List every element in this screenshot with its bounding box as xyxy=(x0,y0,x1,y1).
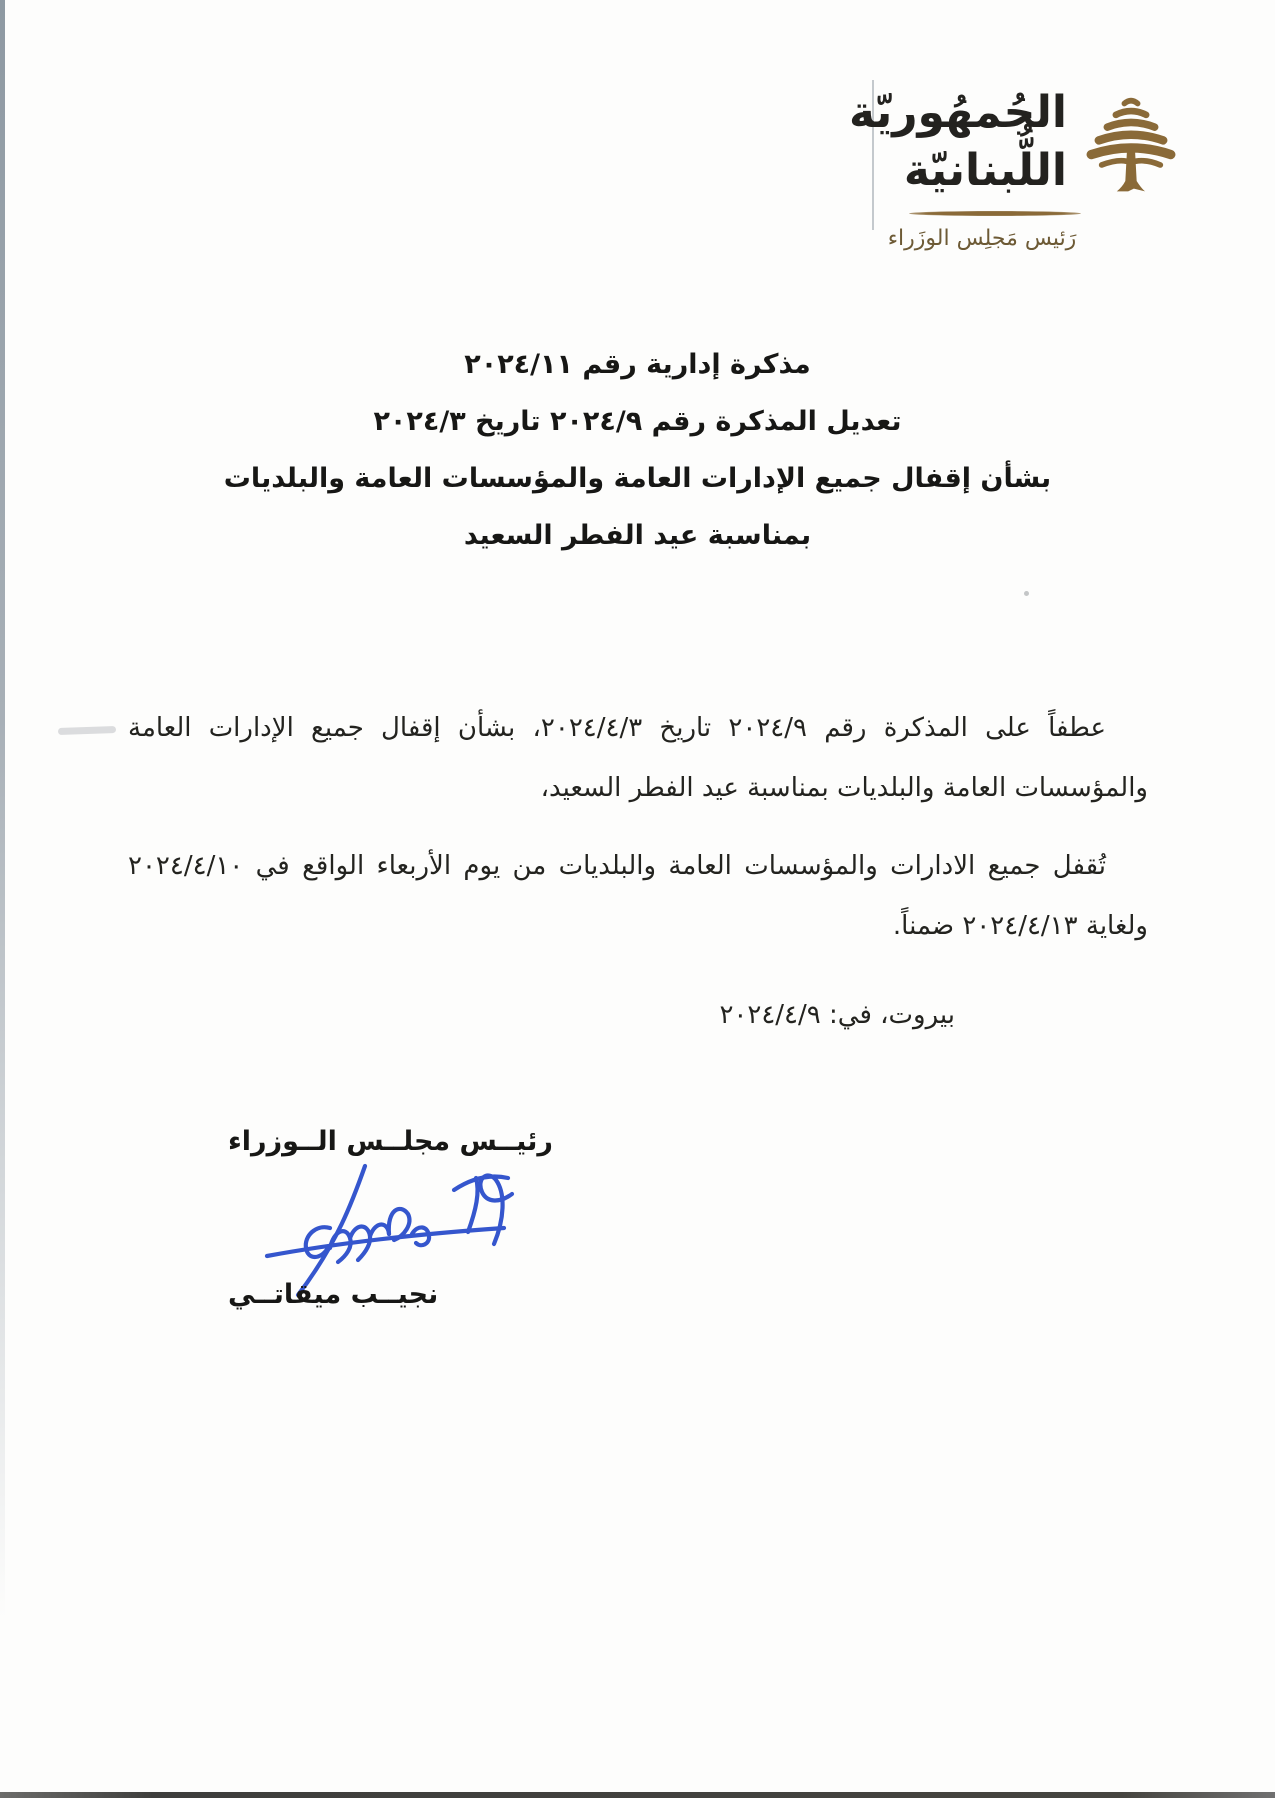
scan-artifact-smudge xyxy=(58,726,116,735)
memo-title-block xyxy=(0,336,1275,564)
republic-line1: الجُمهُوريّة xyxy=(849,87,1067,138)
signature-title: رئيــس مجلــس الــوزراء xyxy=(228,1126,553,1157)
scan-edge-bottom xyxy=(0,1792,1275,1798)
pm-office-label: رَئيس مَجلِس الوزَراء xyxy=(887,226,1077,251)
memo-title-line1: مذكرة إدارية رقم ٢٠٢٤/١١ xyxy=(464,349,811,380)
scan-edge-left xyxy=(0,0,5,1798)
memo-paragraph-2: تُقفل جميع الادارات والمؤسسات العامة والبلديات من يوم الأربعاء الواقع في ٢٠٢٤/٤/١٠ ولغاية ٢٠٢٤/٤/١٣ ضمناً. xyxy=(128,851,1148,941)
signature-name: نجيــب ميقاتــي xyxy=(228,1279,439,1310)
memo-paragraph-1: عطفاً على المذكرة رقم ٢٠٢٤/٩ تاريخ ٢٠٢٤/٤/٣، بشأن إقفال جميع الإدارات العامة والمؤسسات العامة والبلديات بمناسبة عيد الفطر السعيد، xyxy=(128,713,1148,803)
memo-body xyxy=(128,698,1148,956)
memo-title-line2: تعديل المذكرة رقم ٢٠٢٤/٩ تاريخ ٢٠٢٤/٣ xyxy=(373,406,902,437)
cedar-tree-icon xyxy=(1079,90,1183,204)
memo-title-line3: بشأن إقفال جميع الإدارات العامة والمؤسسات العامة والبلديات xyxy=(223,463,1052,494)
letterhead-rule xyxy=(909,211,1081,216)
scan-artifact-dot xyxy=(1024,591,1029,596)
memo-title-line4: بمناسبة عيد الفطر السعيد xyxy=(463,520,812,551)
republic-line2: اللُّبنانيّة xyxy=(903,145,1067,196)
memo-dateline: بيروت، في: ٢٠٢٤/٤/٩ xyxy=(719,1000,955,1030)
republic-calligraphy xyxy=(849,84,1067,200)
